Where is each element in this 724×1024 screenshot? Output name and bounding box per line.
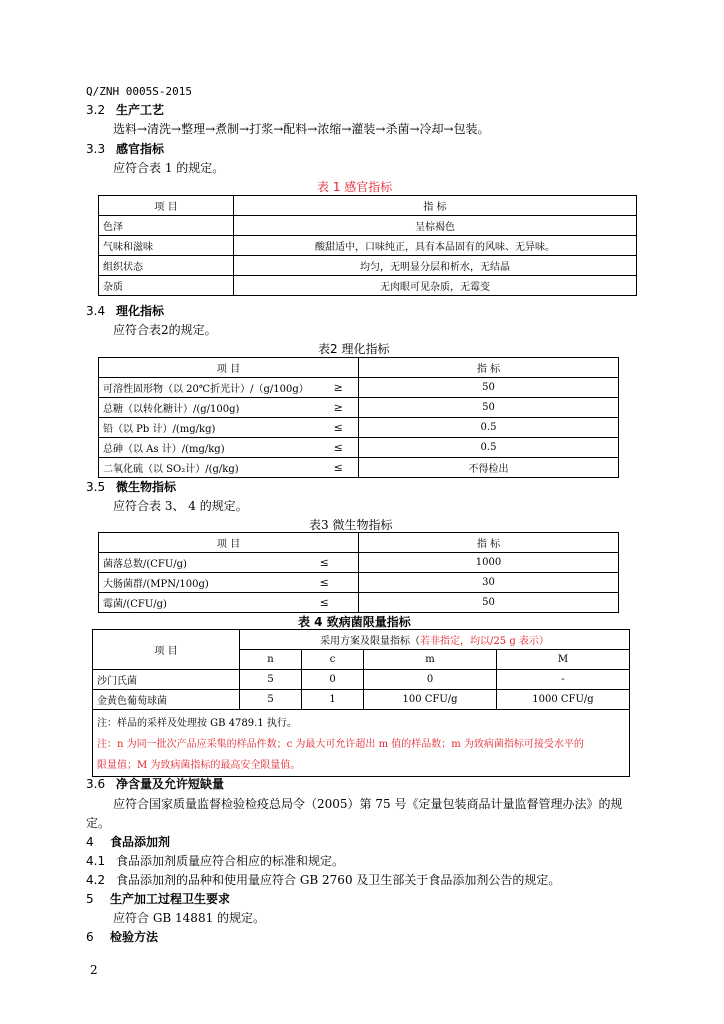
table-row: [99, 573, 619, 593]
comparison-symbol: ≤: [319, 438, 359, 458]
table-header-row: [93, 630, 630, 650]
header-cell: M: [497, 650, 630, 670]
comparison-symbol: ≥: [319, 378, 359, 398]
section-6-heading: [86, 928, 158, 945]
table-row: [99, 398, 619, 418]
table-row: [99, 418, 619, 438]
section-4-heading: [86, 833, 170, 850]
table-cell: 组织状态: [99, 256, 234, 276]
table-row: [99, 276, 637, 296]
table-cell: 酸甜适中，口味纯正，具有本品固有的风味、无异味。: [234, 236, 637, 256]
section-number: 3.6: [86, 777, 106, 791]
table-cell: 杂质: [99, 276, 234, 296]
section-3-5-heading: [86, 478, 176, 495]
section-text: 食品添加剂质量应符合相应的标准和规定。: [116, 854, 345, 868]
section-number: 3.2: [86, 103, 106, 117]
table-row: [93, 690, 630, 710]
table-cell: 沙门氏菌: [93, 670, 240, 690]
section-number: 4.2: [86, 873, 106, 887]
section-3-2-text: 选料→清洗→整理→煮制→打浆→配料→浓缩→灌装→杀菌→冷却→包装。: [113, 122, 490, 136]
section-text: 食品添加剂的品种和使用量应符合 GB 2760 及卫生部关于食品添加剂公告的规定。: [116, 873, 561, 887]
table-cell: 霉菌/(CFU/g): [99, 593, 291, 613]
comparison-symbol: ≤: [291, 553, 359, 573]
table-cell: 无肉眼可见杂质，无霉变: [234, 276, 637, 296]
section-number: 3.4: [86, 304, 106, 318]
table-cell: 均匀，无明显分层和析水，无结晶: [234, 256, 637, 276]
header-cell: n: [240, 650, 302, 670]
header-cell: 指 标: [234, 196, 637, 216]
header-cell: 项 目: [99, 358, 359, 378]
table-cell: 总糖（以转化糖计）/(g/100g): [99, 398, 319, 418]
section-3-3-heading: [86, 140, 164, 157]
table-cell: 菌落总数/(CFU/g): [99, 553, 291, 573]
section-number: 6: [86, 930, 94, 944]
note-sampling: 注：样品的采样及处理按 GB 4789.1 执行。: [97, 718, 297, 729]
section-title: 食品添加剂: [110, 835, 171, 849]
section-title: 生产工艺: [116, 103, 165, 117]
section-number: 4: [86, 835, 94, 849]
section-number: 3.3: [86, 142, 106, 156]
header-cell: 项 目: [93, 630, 240, 670]
section-3-4-heading: [86, 302, 164, 319]
table-cell: 可溶性固形物（以 20℃折光计）/（g/100g）: [99, 378, 319, 398]
table-cell: 50: [359, 593, 619, 613]
table-cell: 0.5: [359, 418, 619, 438]
header-cell: 指 标: [359, 533, 619, 553]
table-cell: 铅（以 Pb 计）/(mg/kg): [99, 418, 319, 438]
table-row: [99, 378, 619, 398]
document-code: Q/ZNH 0005S-2015: [86, 85, 192, 98]
header-cell: 项 目: [99, 196, 234, 216]
header-cell: c: [302, 650, 364, 670]
table-1-caption: 表 1 感官指标: [317, 180, 393, 194]
section-3-4-text: 应符合表2的规定。: [113, 323, 217, 337]
plan-header-red-text: 若非指定，均以/25 g 表示）: [420, 636, 549, 647]
table-cell: 不得检出: [359, 458, 619, 478]
section-title: 理化指标: [116, 304, 165, 318]
table-row: [99, 236, 637, 256]
header-cell: m: [364, 650, 497, 670]
comparison-symbol: ≤: [291, 593, 359, 613]
table-cell: 色泽: [99, 216, 234, 236]
table-cell: 大肠菌群/(MPN/100g): [99, 573, 291, 593]
note-definitions-line-1: 注：n 为同一批次产品应采集的样品件数；c 为最大可允许超出 m 值的样品数；m 为致病菌指标可接受水平的: [97, 739, 584, 750]
table-cell: 1: [302, 690, 364, 710]
header-cell: 项 目: [99, 533, 359, 553]
section-3-3-text: 应符合表 1 的规定。: [113, 161, 225, 175]
section-number: 3.5: [86, 480, 106, 494]
table-cell: 总砷（以 As 计）/(mg/kg): [99, 438, 319, 458]
comparison-symbol: ≤: [319, 418, 359, 438]
section-number: 5: [86, 892, 94, 906]
section-3-2-heading: [86, 101, 164, 118]
section-3-6-heading: [86, 775, 224, 792]
section-3-6-text-line-1: 应符合国家质量监督检验检疫总局令（2005）第 75 号《定量包装商品计量监督管理办法》的规: [113, 797, 623, 811]
section-title: 微生物指标: [116, 480, 177, 494]
section-3-6-text-line-2: 定。: [86, 816, 111, 830]
table-2-caption: 表2 理化指标: [318, 342, 390, 356]
table-2-physicochemical: [98, 357, 619, 478]
table-row: [99, 458, 619, 478]
section-title: 净含量及允许短缺量: [116, 777, 225, 791]
section-4-2: [86, 871, 560, 888]
table-row: [99, 553, 619, 573]
page-number: 2: [90, 963, 98, 977]
header-cell: 指 标: [359, 358, 619, 378]
comparison-symbol: ≤: [319, 458, 359, 478]
table-4-caption: 表 4 致病菌限量指标: [298, 615, 411, 629]
table-cell: 气味和滋味: [99, 236, 234, 256]
table-cell: 50: [359, 398, 619, 418]
table-notes-cell: [93, 710, 630, 777]
table-cell: 5: [240, 670, 302, 690]
table-cell: -: [497, 670, 630, 690]
table-4-pathogens: [92, 629, 630, 777]
plan-header-cell: [240, 630, 630, 650]
plan-header-text: 采用方案及限量指标（: [320, 636, 421, 647]
table-cell: 0: [302, 670, 364, 690]
table-header-row: [99, 533, 619, 553]
section-title: 生产加工过程卫生要求: [110, 892, 231, 906]
table-row: [99, 216, 637, 236]
table-3-microbial: [98, 532, 619, 613]
table-row: [93, 670, 630, 690]
table-header-row: [99, 196, 637, 216]
table-cell: 50: [359, 378, 619, 398]
table-cell: 5: [240, 690, 302, 710]
table-1-sensory: [98, 195, 637, 296]
table-cell: 0: [364, 670, 497, 690]
section-title: 感官指标: [116, 142, 165, 156]
note-definitions-line-2: 限量值；M 为致病菌指标的最高安全限量值。: [97, 760, 301, 771]
table-row: [99, 438, 619, 458]
table-cell: 呈棕褐色: [234, 216, 637, 236]
table-note-row: [93, 710, 630, 777]
table-row: [99, 593, 619, 613]
section-5-heading: [86, 890, 230, 907]
comparison-symbol: ≤: [291, 573, 359, 593]
section-number: 4.1: [86, 854, 106, 868]
table-cell: 二氧化硫（以 SO₂计）/(g/kg): [99, 458, 319, 478]
table-header-row: [99, 358, 619, 378]
table-cell: 100 CFU/g: [364, 690, 497, 710]
table-3-caption: 表3 微生物指标: [309, 518, 393, 532]
table-row: [99, 256, 637, 276]
section-3-5-text: 应符合表 3、 4 的规定。: [113, 499, 248, 513]
section-title: 检验方法: [110, 930, 159, 944]
table-cell: 1000: [359, 553, 619, 573]
table-cell: 金黄色葡萄球菌: [93, 690, 240, 710]
table-cell: 0.5: [359, 438, 619, 458]
table-cell: 1000 CFU/g: [497, 690, 630, 710]
section-4-1: [86, 852, 344, 869]
comparison-symbol: ≥: [319, 398, 359, 418]
section-5-text: 应符合 GB 14881 的规定。: [113, 911, 266, 925]
table-cell: 30: [359, 573, 619, 593]
